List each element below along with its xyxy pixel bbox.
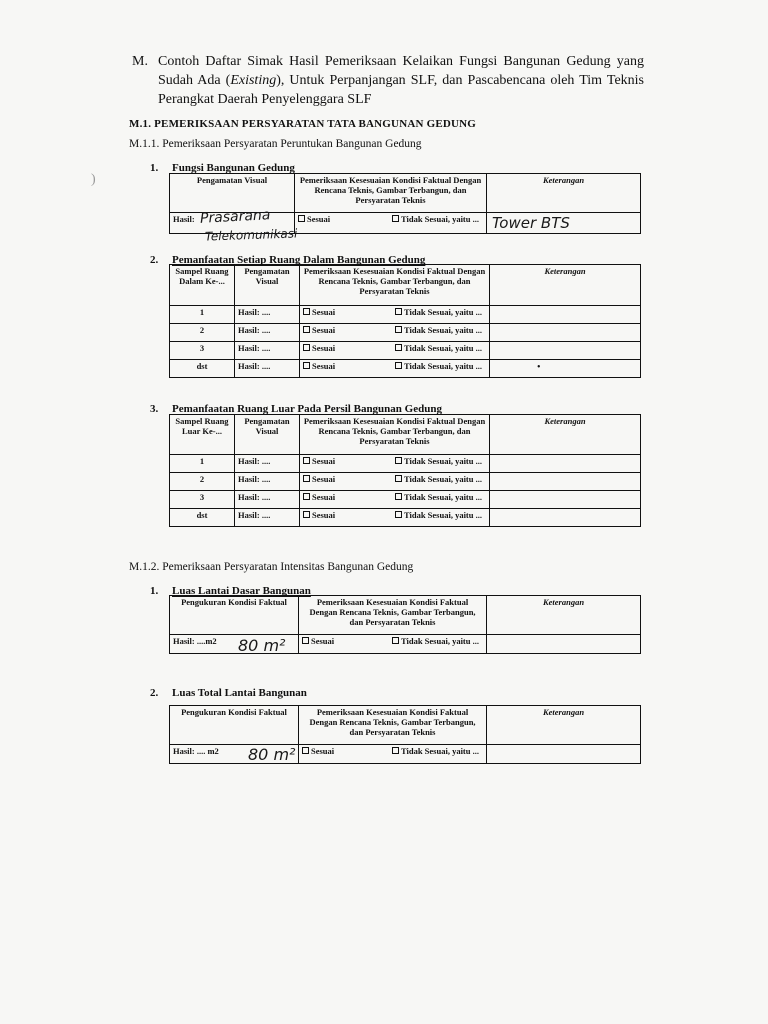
col-pemeriksaan: Pemeriksaan Kesesuaian Kondisi Faktual Dengan Rencana Teknis, Gambar Terbangun, dan Persyaratan Teknis [299, 706, 487, 745]
row-number: dst [170, 360, 235, 378]
checkbox-icon[interactable] [303, 362, 310, 369]
table-row [170, 455, 641, 473]
keterangan-cell[interactable] [490, 509, 641, 527]
status-cell[interactable] [300, 509, 490, 527]
checkbox-icon[interactable] [303, 493, 310, 500]
item1-label: Fungsi Bangunan Gedung [172, 162, 295, 174]
item2-number: 2. [150, 254, 159, 266]
col-keterangan: Keterangan [487, 596, 641, 635]
sesuai-label: Sesuai [307, 214, 331, 224]
row-number: 1 [170, 455, 235, 473]
checkbox-icon[interactable] [395, 326, 402, 333]
col-sampel: Sampel Ruang Dalam Ke-... [170, 265, 235, 306]
sesuai-label: Sesuai [311, 636, 335, 646]
pen-dot: • [537, 362, 541, 373]
keterangan-cell[interactable] [487, 635, 641, 654]
keterangan-cell[interactable] [490, 455, 641, 473]
heading-text [158, 52, 644, 109]
tidak-sesuai-label: Tidak Sesuai, yaitu ... [403, 361, 482, 371]
col-pemeriksaan: Pemeriksaan Kesesuaian Kondisi Faktual Dengan Rencana Teknis, Gambar Terbangun, dan Persyaratan Teknis [295, 174, 487, 213]
hasil-cell[interactable]: Hasil: .... [235, 509, 300, 527]
hasil-label: Hasil: [173, 214, 195, 224]
heading-text-part2: ), Untuk Perpanjangan SLF, dan Pascabencana oleh Tim Teknis Perangkat Daerah Penyelenggara SLF [158, 73, 644, 107]
table-row [170, 473, 641, 491]
checkbox-icon[interactable] [395, 457, 402, 464]
status-cell[interactable] [300, 324, 490, 342]
col-keterangan: Keterangan [487, 174, 641, 213]
item12-1-number: 1. [150, 585, 159, 597]
row-number: 2 [170, 473, 235, 491]
row-number: 1 [170, 306, 235, 324]
checkbox-icon[interactable] [392, 747, 399, 754]
tidak-sesuai [395, 456, 482, 466]
keterangan-cell[interactable] [490, 473, 641, 491]
table-ruang-dalam [169, 264, 641, 378]
status-cell[interactable] [300, 455, 490, 473]
tidak-sesuai-label: Tidak Sesuai, yaitu ... [403, 474, 482, 484]
keterangan-cell[interactable] [490, 342, 641, 360]
sesuai-label: Sesuai [311, 746, 335, 756]
item1-number: 1. [150, 162, 159, 174]
section-m1-title: M.1. PEMERIKSAAN PERSYARATAN TATA BANGUNAN GEDUNG [129, 118, 477, 130]
checkbox-icon[interactable] [395, 344, 402, 351]
sesuai-label: Sesuai [312, 361, 336, 371]
tidak-sesuai [392, 636, 479, 646]
col-pemeriksaan: Pemeriksaan Kesesuaian Kondisi Faktual Dengan Rencana Teknis, Gambar Terbangun, dan Persyaratan Teknis [300, 265, 490, 306]
hasil-cell[interactable]: Hasil: .... [235, 455, 300, 473]
checkbox-icon[interactable] [303, 511, 310, 518]
section-m11-title: M.1.1. Pemeriksaan Persyaratan Peruntukan Bangunan Gedung [129, 138, 422, 150]
checkbox-icon[interactable] [395, 362, 402, 369]
handwritten-keterangan: Tower BTS [492, 214, 570, 232]
tidak-sesuai [395, 325, 482, 335]
item3-number: 3. [150, 403, 159, 415]
col-pengamatan-visual: Pengamatan Visual [235, 265, 300, 306]
tidak-sesuai [395, 361, 482, 371]
table-luas-total-lantai [169, 705, 641, 764]
status-cell[interactable] [300, 491, 490, 509]
tidak-sesuai [395, 343, 482, 353]
col-pengamatan-visual: Pengamatan Visual [170, 174, 295, 213]
tidak-sesuai [395, 474, 482, 484]
keterangan-cell[interactable] [490, 306, 641, 324]
col-sampel: Sampel Ruang Luar Ke-... [170, 415, 235, 455]
heading-existing: Existing [230, 73, 277, 88]
scan-mark: ) [91, 172, 96, 187]
checkbox-icon[interactable] [392, 215, 399, 222]
checkbox-icon[interactable] [302, 747, 309, 754]
col-keterangan: Keterangan [490, 265, 641, 306]
col-keterangan: Keterangan [490, 415, 641, 455]
handwritten-luas-total: 80 m² [248, 745, 296, 764]
sesuai-label: Sesuai [312, 307, 336, 317]
tidak-sesuai [392, 214, 479, 224]
item12-2-label: Luas Total Lantai Bangunan [172, 687, 307, 699]
keterangan-cell[interactable] [490, 324, 641, 342]
hasil-cell[interactable]: Hasil: .... m2 [170, 745, 299, 764]
section-m12-title: M.1.2. Pemeriksaan Persyaratan Intensitas Bangunan Gedung [129, 561, 414, 573]
table-ruang-luar [169, 414, 641, 527]
table-fungsi-bangunan [169, 173, 641, 234]
heading-letter: M. [132, 54, 148, 69]
handwritten-luas-dasar: 80 m² [238, 636, 286, 655]
row-number: 3 [170, 491, 235, 509]
item12-2-number: 2. [150, 687, 159, 699]
tidak-sesuai-label: Tidak Sesuai, yaitu ... [400, 214, 479, 224]
tidak-sesuai-label: Tidak Sesuai, yaitu ... [403, 510, 482, 520]
status-cell[interactable] [295, 213, 487, 234]
checkbox-icon[interactable] [298, 215, 305, 222]
col-pengukuran: Pengukuran Kondisi Faktual [170, 596, 299, 635]
row-number: 3 [170, 342, 235, 360]
tidak-sesuai-label: Tidak Sesuai, yaitu ... [403, 343, 482, 353]
tidak-sesuai [395, 307, 482, 317]
tidak-sesuai-label: Tidak Sesuai, yaitu ... [403, 307, 482, 317]
heading-text-part1: Contoh Daftar Simak Hasil Pemeriksaan Kelaikan Fungsi Bangunan Gedung yang Sudah Ada ( [158, 54, 644, 88]
sesuai-label: Sesuai [312, 456, 336, 466]
checkbox-icon[interactable] [395, 511, 402, 518]
hasil-cell[interactable]: Hasil: ....m2 [170, 635, 299, 654]
checkbox-icon[interactable] [395, 493, 402, 500]
hasil-cell[interactable]: Hasil: .... [235, 324, 300, 342]
tidak-sesuai [392, 746, 479, 756]
hasil-cell[interactable]: Hasil: .... [235, 342, 300, 360]
handwritten-hasil-1: Prasarana [199, 207, 271, 227]
table-row [170, 306, 641, 324]
checkbox-icon[interactable] [303, 326, 310, 333]
table-row [170, 342, 641, 360]
item12-1-label: Luas Lantai Dasar Bangunan [172, 585, 311, 597]
status-cell[interactable] [299, 635, 487, 654]
sesuai-label: Sesuai [312, 343, 336, 353]
checkbox-icon[interactable] [395, 308, 402, 315]
hasil-cell[interactable]: Hasil: .... [235, 306, 300, 324]
main-heading [132, 52, 644, 109]
checkbox-icon[interactable] [395, 475, 402, 482]
tidak-sesuai [395, 492, 482, 502]
handwritten-hasil-2: Telekomunikasi [204, 226, 298, 244]
checkbox-icon[interactable] [303, 457, 310, 464]
checkbox-icon[interactable] [302, 637, 309, 644]
sesuai-label: Sesuai [312, 510, 336, 520]
col-pemeriksaan: Pemeriksaan Kesesuaian Kondisi Faktual Dengan Rencana Teknis, Gambar Terbangun, dan Persyaratan Teknis [300, 415, 490, 455]
col-pemeriksaan: Pemeriksaan Kesesuaian Kondisi Faktual Dengan Rencana Teknis, Gambar Terbangun, dan Persyaratan Teknis [299, 596, 487, 635]
tidak-sesuai-label: Tidak Sesuai, yaitu ... [403, 325, 482, 335]
checkbox-icon[interactable] [303, 475, 310, 482]
tidak-sesuai-label: Tidak Sesuai, yaitu ... [400, 636, 479, 646]
keterangan-cell[interactable] [490, 491, 641, 509]
hasil-cell[interactable]: Hasil: .... [235, 473, 300, 491]
hasil-cell[interactable]: Hasil: .... [235, 491, 300, 509]
tidak-sesuai-label: Tidak Sesuai, yaitu ... [403, 492, 482, 502]
status-cell[interactable] [300, 360, 490, 378]
hasil-cell[interactable]: Hasil: .... [235, 360, 300, 378]
tidak-sesuai-label: Tidak Sesuai, yaitu ... [403, 456, 482, 466]
status-cell[interactable] [300, 473, 490, 491]
row-number: 2 [170, 324, 235, 342]
table-row [170, 491, 641, 509]
keterangan-cell[interactable] [490, 360, 641, 378]
sesuai-label: Sesuai [312, 325, 336, 335]
item3-label: Pemanfaatan Ruang Luar Pada Persil Bangunan Gedung [172, 403, 442, 415]
col-pengamatan-visual: Pengamatan Visual [235, 415, 300, 455]
status-cell[interactable] [300, 342, 490, 360]
tidak-sesuai-label: Tidak Sesuai, yaitu ... [400, 746, 479, 756]
item2-label: Pemanfaatan Setiap Ruang Dalam Bangunan Gedung [172, 254, 426, 266]
table-row [170, 324, 641, 342]
status-cell[interactable] [299, 745, 487, 764]
checkbox-icon[interactable] [392, 637, 399, 644]
col-keterangan: Keterangan [487, 706, 641, 745]
sesuai-label: Sesuai [312, 492, 336, 502]
tidak-sesuai [395, 510, 482, 520]
keterangan-cell[interactable] [487, 745, 641, 764]
checkbox-icon[interactable] [303, 308, 310, 315]
table-row [170, 360, 641, 378]
checkbox-icon[interactable] [303, 344, 310, 351]
sesuai-label: Sesuai [312, 474, 336, 484]
status-cell[interactable] [300, 306, 490, 324]
row-number: dst [170, 509, 235, 527]
col-pengukuran: Pengukuran Kondisi Faktual [170, 706, 299, 745]
table-row [170, 509, 641, 527]
